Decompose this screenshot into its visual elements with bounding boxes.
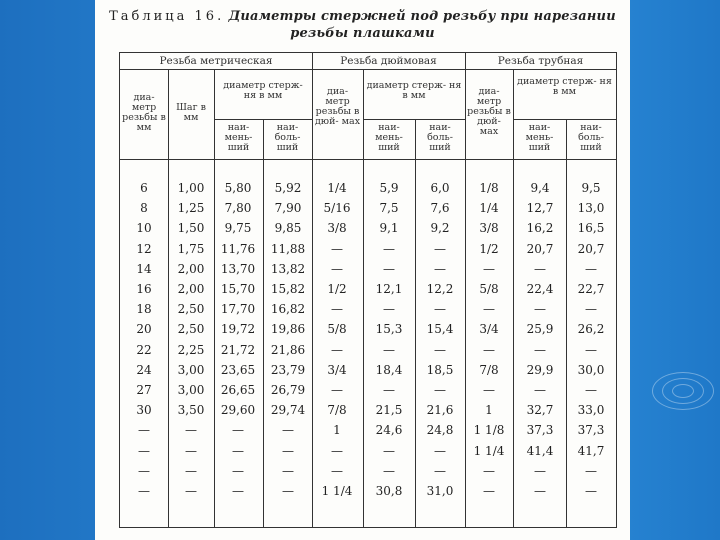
table-cell: — [585, 302, 597, 317]
table-cell: 12 [136, 241, 152, 256]
table-cell: 30 [136, 403, 152, 418]
table-cell: 1/2 [327, 282, 347, 296]
header-inch-diameter: диа- метр резьбы в дюй- мах [314, 86, 361, 127]
group-header-inch: Резьба дюймовая [340, 55, 437, 67]
table-cell: 18 [136, 302, 152, 317]
column-divider [363, 69, 364, 527]
table-cell: 21,86 [270, 342, 306, 357]
table-cell: 1/2 [479, 241, 499, 256]
table-cell: — [483, 383, 495, 397]
table-cell: 30,8 [375, 484, 403, 498]
table-cell: 12,2 [426, 282, 454, 296]
table-cell: 12,7 [526, 201, 554, 216]
table-cell: — [185, 484, 197, 498]
table-cell: 17,70 [220, 302, 256, 317]
table-cell: 15,3 [375, 322, 403, 337]
group-header-metric: Резьба метрическая [159, 55, 273, 67]
table-cell: — [483, 342, 495, 357]
table-cell: 8 [140, 201, 148, 216]
table-cell: — [585, 383, 597, 397]
table-cell: 1,25 [177, 201, 205, 216]
table-cell: 3/4 [327, 362, 347, 377]
table-cell: — [232, 423, 244, 438]
caption-line-2: резьбы плашками [290, 26, 435, 41]
table-cell: 41,4 [526, 443, 554, 458]
table-cell: — [383, 342, 395, 357]
table-cell: 24 [136, 362, 152, 377]
table-cell: 41,7 [577, 443, 605, 458]
header-max: наи- боль- ший [274, 122, 301, 153]
table-cell: 16,2 [526, 221, 554, 236]
table-cell: 1 1/8 [473, 423, 505, 438]
table-cell: 19,72 [220, 322, 256, 337]
table-cell: — [483, 302, 495, 317]
header-min: наи- мень- ший [224, 122, 253, 153]
table-cell: 7,90 [274, 201, 302, 216]
table-cell: 13,82 [270, 261, 306, 276]
table-cell: 5,9 [379, 181, 399, 195]
table-cell: — [585, 342, 597, 357]
table-caption [95, 8, 630, 42]
table-cell: — [331, 302, 343, 317]
table-cell: — [282, 423, 294, 438]
table-cell: — [585, 484, 597, 498]
table-cell: 18,4 [375, 362, 403, 377]
table-cell: 16 [136, 282, 152, 296]
table-cell: — [138, 484, 150, 498]
table-cell: 29,74 [270, 403, 306, 418]
table-cell: 23,79 [270, 362, 306, 377]
table-cell: 15,70 [220, 282, 256, 296]
header-pipe-diameter: диа- метр резьбы в дюй- мах [467, 86, 511, 137]
table-cell: — [383, 383, 395, 397]
table-cell: 1 1/4 [473, 443, 505, 458]
table-cell: — [331, 241, 343, 256]
table-cell: — [383, 443, 395, 458]
table-cell: 1 [485, 403, 493, 418]
table-cell: 5/8 [479, 282, 499, 296]
table-cell: 22,7 [577, 282, 605, 296]
table-cell: — [534, 463, 546, 478]
table-cell: 30,0 [577, 362, 605, 377]
group-header-pipe: Резьба трубная [497, 55, 584, 67]
header-pipe-rod: диаметр стерж- ня в мм [517, 76, 612, 97]
table-cell: 7/8 [479, 362, 499, 377]
table-cell: 16,82 [270, 302, 306, 317]
table-cell: 25,9 [526, 322, 554, 337]
table-cell: 16,5 [577, 221, 605, 236]
table-cell: 37,3 [526, 423, 554, 438]
table-cell: 2,25 [177, 342, 205, 357]
table-cell: 1/4 [327, 181, 347, 195]
table-cell: — [434, 342, 446, 357]
table-cell: 11,88 [270, 241, 306, 256]
data-table [119, 52, 617, 528]
table-cell: — [331, 261, 343, 276]
table-cell: — [434, 383, 446, 397]
table-cell: — [138, 463, 150, 478]
table-cell: 3/4 [479, 322, 499, 337]
table-cell: — [331, 342, 343, 357]
table-cell: 2,50 [177, 322, 205, 337]
table-cell: 27 [136, 383, 152, 397]
table-cell: — [232, 484, 244, 498]
table-cell: 18,5 [426, 362, 454, 377]
table-cell: — [383, 463, 395, 478]
table-cell: 12,1 [375, 282, 403, 296]
table-cell: 21,72 [220, 342, 256, 357]
table-cell: 26,2 [577, 322, 605, 337]
table-cell: — [185, 423, 197, 438]
table-cell: 22,4 [526, 282, 554, 296]
header-rule [120, 69, 616, 70]
table-cell: 10 [136, 221, 152, 236]
header-min: наи- мень- ший [375, 122, 403, 153]
table-cell: 33,0 [577, 403, 605, 418]
table-cell: 1,50 [177, 221, 205, 236]
table-cell: — [331, 383, 343, 397]
table-cell: 1,75 [177, 241, 205, 256]
table-cell: — [383, 302, 395, 317]
table-cell: 19,86 [270, 322, 306, 337]
table-cell: — [434, 302, 446, 317]
table-cell: — [434, 443, 446, 458]
table-cell: 5,92 [274, 181, 302, 195]
table-cell: 9,5 [581, 181, 601, 195]
table-cell: — [185, 463, 197, 478]
table-cell: — [434, 463, 446, 478]
table-cell: 29,9 [526, 362, 554, 377]
table-cell: 6 [140, 181, 148, 195]
table-cell: — [138, 443, 150, 458]
table-cell: — [383, 261, 395, 276]
column-divider [513, 69, 514, 527]
table-cell: 37,3 [577, 423, 605, 438]
table-cell: — [232, 463, 244, 478]
header-rule [214, 119, 312, 120]
table-cell: — [232, 443, 244, 458]
table-cell: — [185, 443, 197, 458]
table-cell: 6,0 [430, 181, 450, 195]
table-cell: — [585, 261, 597, 276]
table-cell: — [383, 241, 395, 256]
table-cell: 26,65 [220, 383, 256, 397]
table-cell: — [331, 443, 343, 458]
table-cell: 22 [136, 342, 152, 357]
table-cell: — [483, 463, 495, 478]
table-cell: 5/16 [323, 201, 351, 216]
table-cell: 9,75 [224, 221, 252, 236]
scanned-page [95, 0, 630, 540]
table-cell: — [534, 261, 546, 276]
table-cell: 1,00 [177, 181, 205, 195]
header-min: наи- мень- ший [525, 122, 554, 153]
table-cell: — [434, 241, 446, 256]
table-cell: 13,0 [577, 201, 605, 216]
table-cell: 14 [136, 261, 152, 276]
table-cell: 7,6 [430, 201, 450, 216]
table-cell: 1/4 [479, 201, 499, 216]
caption-line-1: Диаметры стержней под резьбу при нарезании [228, 9, 616, 24]
table-cell: 1 1/4 [321, 484, 353, 498]
table-cell: 15,82 [270, 282, 306, 296]
table-number: Таблица 16. [109, 9, 225, 24]
header-metric-rod: диаметр стерж- ня в мм [223, 80, 303, 101]
table-cell: 24,6 [375, 423, 403, 438]
table-cell: — [138, 423, 150, 438]
table-cell: 7,80 [224, 201, 252, 216]
header-metric-diameter: диа- метр резьбы в мм [122, 92, 166, 133]
table-cell: 31,0 [426, 484, 454, 498]
table-cell: 5,80 [224, 181, 252, 195]
table-cell: 20 [136, 322, 152, 337]
table-cell: 9,2 [430, 221, 450, 236]
table-cell: 21,5 [375, 403, 403, 418]
table-cell: 11,76 [220, 241, 256, 256]
table-cell: 7,5 [379, 201, 399, 216]
table-cell: — [534, 383, 546, 397]
table-cell: 26,79 [270, 383, 306, 397]
table-cell: 20,7 [577, 241, 605, 256]
table-cell: 9,4 [530, 181, 550, 195]
header-max: наи- боль- ший [427, 122, 453, 153]
header-inch-rod: диаметр стерж- ня в мм [366, 80, 462, 101]
column-divider [168, 69, 169, 527]
table-cell: — [483, 484, 495, 498]
table-cell: — [282, 463, 294, 478]
column-divider [214, 69, 215, 527]
table-cell: — [534, 342, 546, 357]
header-bottom-rule [120, 159, 616, 160]
table-cell: 13,70 [220, 261, 256, 276]
table-cell: — [483, 261, 495, 276]
table-cell: 1 [333, 423, 341, 438]
table-cell: 3,00 [177, 383, 205, 397]
table-cell: 23,65 [220, 362, 256, 377]
table-cell: 5/8 [327, 322, 347, 337]
table-cell: 3,50 [177, 403, 205, 418]
table-cell: — [585, 463, 597, 478]
table-cell: 2,00 [177, 282, 205, 296]
table-cell: 20,7 [526, 241, 554, 256]
table-cell: — [331, 463, 343, 478]
table-cell: — [534, 302, 546, 317]
table-cell: — [282, 443, 294, 458]
table-cell: — [534, 484, 546, 498]
table-cell: 9,85 [274, 221, 302, 236]
table-cell: 9,1 [379, 221, 399, 236]
header-metric-step: Шаг в мм [176, 102, 206, 123]
table-cell: — [282, 484, 294, 498]
table-cell: 3,00 [177, 362, 205, 377]
table-cell: 3/8 [327, 221, 347, 236]
header-max: наи- боль- ший [578, 122, 604, 153]
table-cell: 15,4 [426, 322, 454, 337]
table-cell: 1/8 [479, 181, 499, 195]
header-rule [363, 119, 465, 120]
table-cell: 7/8 [327, 403, 347, 418]
table-cell: 24,8 [426, 423, 454, 438]
table-cell: — [434, 261, 446, 276]
table-cell: 21,6 [426, 403, 454, 418]
header-rule [513, 119, 616, 120]
table-cell: 29,60 [220, 403, 256, 418]
table-cell: 3/8 [479, 221, 499, 236]
table-cell: 2,50 [177, 302, 205, 317]
table-cell: 32,7 [526, 403, 554, 418]
table-cell: 2,00 [177, 261, 205, 276]
